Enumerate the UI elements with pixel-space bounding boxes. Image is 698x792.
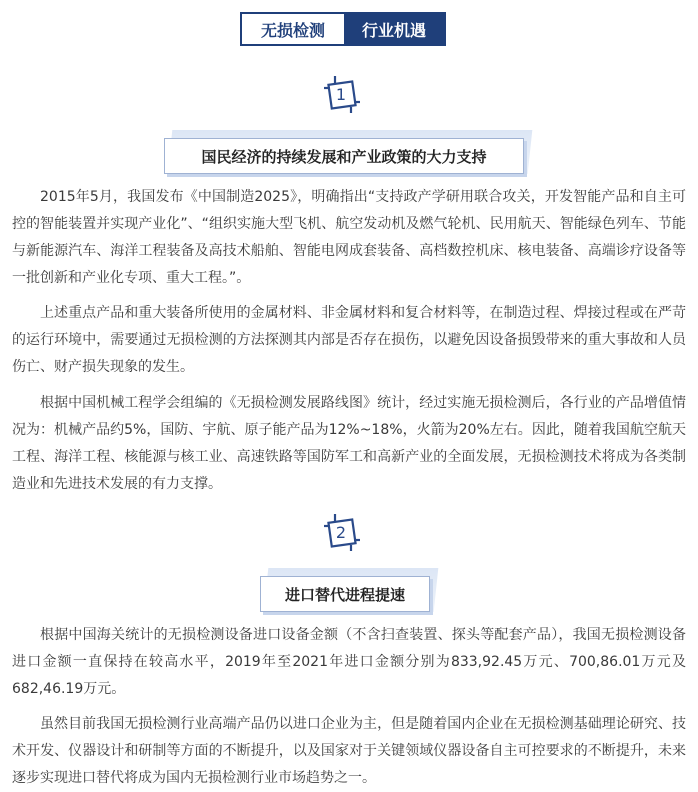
section-1-number-badge	[321, 74, 361, 114]
section-1-paragraph-2: 上述重点产品和重大装备所使用的金属材料、非金属材料和复合材料等，在制造过程、焊接过程或在严苛的运行环境中，需要通过无损检测的方法探测其内部是否存在损伤，以避免因设备损毁带来的重大事故和人员伤亡、财产损失现象的发生。	[12, 305, 686, 375]
section-2-number: 2	[335, 522, 347, 542]
section-2-paragraph-2: 虽然目前我国无损检测行业高端产品仍以进口企业为主，但是随着国内企业在无损检测基础理论研究、技术开发、仪器设计和研制等方面的不断提升，以及国家对于关键领域仪器设备自主可控要求的不断提升，未来逐步实现进口替代将成为国内无损检测行业市场趋势之一。	[12, 716, 686, 786]
section-2-title: 进口替代进程提速	[260, 576, 430, 612]
section-2-number-badge	[321, 512, 361, 552]
section-1-title: 国民经济的持续发展和产业政策的大力支持	[164, 138, 524, 174]
header-tag	[240, 12, 446, 46]
tag-left: 无损检测	[242, 14, 344, 44]
section-1-title-box	[164, 138, 524, 174]
section-2-title-box	[260, 576, 430, 612]
section-1-number: 1	[335, 84, 347, 104]
section-1-paragraph-3: 根据中国机械工程学会组编的《无损检测发展路线图》统计，经过实施无损检测后，各行业的产品增值情况为：机械产品约5%，国防、宇航、原子能产品为12%~18%，火箭为20%左右。因此，随着我国航空航天工程、海洋工程、核能源与核工业、高速铁路等国防军工和高新产业的全面发展，无损检测技术将成为各类制造业和先进技术发展的有力支撑。	[12, 395, 686, 492]
section-1-paragraph-1: 2015年5月，我国发布《中国制造2025》，明确指出“支持政产学研用联合攻关，开发智能产品和自主可控的智能装置并实现产业化”、“组织实施大型飞机、航空发动机及燃气轮机、民用航天、智能绿色列车、节能与新能源汽车、海洋工程装备及高技术船舶、智能电网成套装备、高档数控机床、核电装备、高端诊疗设备等一批创新和产业化专项、重大工程。”。	[12, 189, 686, 286]
section-2-paragraph-1: 根据中国海关统计的无损检测设备进口设备金额（不含扫查装置、探头等配套产品），我国无损检测设备进口金额一直保持在较高水平，2019年至2021年进口金额分别为833,92.45万元、700,86.01万元及682,46.19万元。	[12, 627, 686, 697]
tag-right: 行业机遇	[344, 14, 444, 44]
